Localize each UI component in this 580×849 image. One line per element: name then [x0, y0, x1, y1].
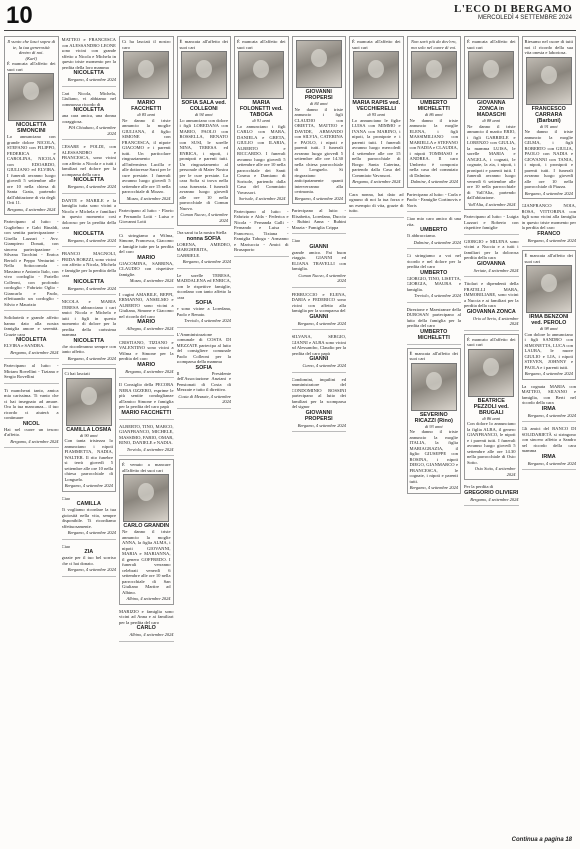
deceased-name: SOFIA SALA ved. COLLEONI [181, 100, 227, 112]
notice-intro: Ciao [61, 543, 71, 549]
notice-intro: Cari Nicola, Michela, Giuliano, vi abbiamo nel commosso ricordo di [61, 90, 116, 107]
death-notice [62, 197, 117, 248]
notice-intro: È mancata all'affetto dei suoi cari [7, 61, 56, 72]
death-notice [407, 348, 462, 494]
notice-place-date: Orio al Serio, 4 settembre 2024 [472, 315, 519, 326]
notice-intro: Il Consiglio della PECORA NERA OZZERO, esprime le più sentite condoglianze all'amico Simone e famiglia per la perdita del caro papà [119, 382, 174, 409]
deceased-name: GIOVANNI PROPERSI [304, 89, 333, 101]
death-notice [62, 543, 117, 577]
notice-intro: CRISTIANO, TIZIANO e VALENTINO sono vicini a Wilma e Simone per la perdita del caro [119, 339, 174, 361]
header-rule [4, 30, 576, 31]
notice-place-date: Bergamo, 4 settembre 2024 [67, 355, 116, 361]
notice-intro: Direzione e Maestranze della DUROSAN partecipano al lutto della famiglia per la perdita del caro [406, 306, 461, 328]
deceased-age: di 91 anni [252, 118, 271, 123]
death-notice [4, 314, 59, 359]
notice-intro: Solidarietà e grande affetto hanno dato alla nostra famiglia amore e serenità. Grazie cara [4, 315, 59, 337]
death-notice [464, 334, 519, 481]
notice-intro: Ci stringiamo a voi nel ricordo e nel dolore per la perdita del caro [406, 253, 461, 269]
portrait-photo [411, 363, 457, 411]
notice-place-date: Bergamo, 4 settembre 2024 [125, 368, 174, 374]
death-notice [62, 495, 117, 540]
deceased-name: CARLO [136, 625, 156, 631]
notice-place-date: PIA Chiuduno, 4 settembre 2024 [68, 125, 116, 136]
death-notice [464, 36, 519, 210]
death-notice [464, 280, 519, 331]
deceased-name: IRMA [541, 405, 556, 412]
deceased-name: GIOVANNA ZONCA in MADASCHI [476, 100, 506, 118]
death-notice [62, 143, 117, 194]
notice-intro: È venuto a mancare all'affetto dei suoi cari [122, 462, 171, 473]
notice-body: Ne danno il triste annuncio la moglie ANNA, la figlia ALMA, i nipoti GIOVANNI, MARIA e MARIANNA, il genero GOFFREDO. I funerali verranno celebrati venerdì 6 settembre alle ore 10 nella parrocchiale di San Giuliano Martire ad Albino. [122, 529, 171, 595]
death-notice [292, 333, 347, 373]
notice-body: GIACOMINA, SABRINA, CLAUDIO con rispettive famiglie. [119, 260, 174, 277]
notice-place-date: Bergamo, 4 settembre 2024 [352, 179, 401, 184]
column-9 [464, 36, 519, 831]
deceased-name: UMBERTO MICHELETTI [417, 100, 450, 112]
column-6 [292, 36, 347, 831]
notice-place-date: Mozzo, 4 settembre 2024 [129, 278, 174, 283]
column-8 [407, 36, 462, 831]
notice-place-date: Bergamo, 4 settembre 2024 [470, 496, 519, 502]
portrait-photo [526, 57, 572, 105]
death-notice [464, 213, 519, 235]
death-notice [119, 423, 174, 457]
deceased-name: FRANCO [537, 230, 561, 237]
portrait-photo [123, 474, 169, 522]
notice-place-date: Albino, 4 settembre 2024 [129, 632, 174, 637]
deceased-name: ZIA [84, 549, 94, 555]
notice-body: Ti abbracciamo. [406, 233, 437, 238]
death-notice [522, 202, 577, 247]
deceased-name: NICOLETTA [73, 337, 104, 344]
notice-intro: L'Amministrazione comunale di COSTA DI MEZZATE partecipa al lutto del consigliere comunale Paolo Colleoni per la scomparsa della mamma [176, 331, 231, 364]
deceased-name: SOFIA [195, 300, 212, 306]
notice-intro: SILVANA, SERGIO, GIANNI e ALBA sono vicini ad Alessandro, Claudio per la perdita del caro papà [291, 334, 346, 356]
death-notice [522, 425, 577, 470]
death-notice [119, 207, 174, 229]
deceased-age: di 90 anni [79, 432, 98, 438]
notice-intro: DANTE e MARILE e la famiglia tutta sono vicini a Nicola e Michela e familiari in questo momento così doloroso per la perdita della cara [61, 197, 116, 230]
notice-place-date: Bergamo, 4 settembre 2024 [527, 460, 576, 466]
death-notice [177, 272, 232, 328]
notice-body: che ricorderanno sempre con tanto affetto. [61, 343, 116, 354]
notice-place-date: Bergamo, 4 settembre 2024 [10, 349, 59, 355]
masthead [454, 3, 572, 21]
notice-place-date: Costa di Mezzate, 4 settembre 2024 [178, 393, 231, 404]
notice-body: Ne danno il triste annuncio la moglie ITALIA, la figlia MARIAGRAZIA, il figlio GIUSEPPE con ROSINA, i nipoti DIEGO, GIANMARCO e FRANCESCA, le cognate, i nipoti e parenti tutti. [409, 429, 458, 484]
death-notice [407, 252, 462, 303]
deceased-name: MARIA FOLONETTI ved. TABOGA [239, 100, 283, 118]
notice-signature: (Karl) [25, 55, 37, 61]
deceased-age: di 86 anni [482, 415, 501, 421]
portrait-photo [123, 51, 169, 99]
notice-body: Ne danno il triste annuncio la moglie GIULIANA, il figlio SIMONE con FRANCESCA, il nipote GIACOMO e i parenti tutti. Un particolare ringraziamento all'infermiera Lucilla e alle dottoresse Sarzi per le cure prestate. I funerali avranno luogo giovedì 5 settembre alle ore 15 nella parrocchiale di Mozzo. [122, 117, 171, 194]
notice-body: grande amico. Fai buon viaggio. GIANNI ed ELIANA TRAVELLI con famiglia. [291, 249, 346, 271]
notice-intro: È mancata all'affetto dei suoi cari [467, 39, 516, 50]
notice-place-date: Treviolo, 4 settembre 2024 [184, 318, 231, 323]
deceased-name: UMBERTO [420, 227, 448, 233]
notice-intro: ALBERTO, TINO, MARCO, GIANFRANCO, MICHELE, MASSIMO, FABIO, OMAR, RINO, DANIELE e NADIA. [119, 423, 174, 445]
deceased-age: di 85 anni [137, 112, 156, 117]
deceased-name: NICOLETTA [16, 337, 47, 343]
deceased-age: di 94 anni [194, 112, 213, 117]
portrait-photo [66, 378, 112, 426]
column-7 [349, 36, 404, 831]
deceased-name: MARIO [137, 319, 156, 325]
death-notice [4, 36, 59, 215]
deceased-name: NICOLETTA [73, 230, 104, 237]
notice-place-date: Bergamo, 4 settembre 2024 [524, 190, 573, 196]
notice-place-date: Bergamo, 4 settembre 2024 [10, 438, 59, 444]
notice-place-date: Albegno, 4 settembre 2024 [126, 326, 174, 331]
notice-place-date: Bergamo, 4 settembre 2024 [294, 195, 343, 201]
notice-place-date: Bergamo, 4 settembre 2024 [524, 371, 573, 376]
portrait-photo [8, 73, 54, 121]
portrait-photo [181, 51, 227, 99]
death-notice [234, 208, 289, 257]
notice-intro: Partecipano al lutto: - Fabrizio e Alda - Federica e Nicola - Fernanda Galli - Fernando e Luisa - Francesco, Tiziana - Famiglia Taboga - Armanno e Mariuccia - Amici di Brusaporto [234, 208, 289, 252]
notice-place-date: Bergamo, 4 settembre 2024 [182, 259, 231, 264]
death-notice [119, 232, 174, 288]
death-notice [62, 250, 117, 295]
notice-place-date: Treviolo, 4 settembre 2024 [126, 446, 174, 452]
issue-date: MERCOLEDÌ 4 SETTEMBRE 2024 [477, 15, 572, 21]
notice-place-date: Treviolo, 4 settembre 2024 [414, 293, 461, 298]
notice-intro: Ci ha lasciati il nostro caro [122, 39, 171, 50]
death-notice [62, 90, 117, 141]
notice-body: Lo annunciano con dolore i figli LOREDANA con MARIO, PAOLO con ROSSELLA, RENATO con SUSI, le sorelle NINA, TERESA ed ENRICA, i nipoti, i pronipoti e parenti tutti. Un ringraziamento al personale di Mater Nostra per le cure prestate. La cara Sofia si trova nella casa funeraria. I funerali avranno luogo giovedì alle ore 10 nella parrocchiale di Comun Nuovo. [179, 117, 228, 211]
death-notice [407, 191, 462, 213]
deceased-name: NICOLETTA [73, 278, 104, 285]
notice-place-date: Bergamo, 4 settembre 2024 [67, 237, 116, 243]
page-number: 10 [6, 2, 33, 29]
notice-place-date: Bergamo, 4 settembre 2024 [297, 422, 346, 428]
deceased-name: CARLO GRANDIN [123, 523, 170, 529]
newspaper-name: L'ECO DI BERGAMO [453, 3, 572, 15]
notice-intro: Ci hai lasciati [64, 371, 90, 376]
deceased-name: GREGORIO OLIVIERI [464, 489, 519, 496]
notice-intro: Ciao [291, 238, 301, 243]
death-notice [292, 207, 347, 234]
notice-intro: Titolari e dipendenti della FRATELLI MARA, IMMOBILIARE, sono vicini a Nuccia e ai familiari per la perdita della cara [464, 281, 519, 308]
notice-intro: FRANCO MAGNOLI, FRIDA BORZZI, sono vicini con affetto a Nicola, Michela e famiglie per la perdita della cara [61, 251, 116, 278]
deceased-age: di 91 anni [539, 123, 558, 129]
deceased-name: NICOL [22, 420, 40, 427]
notice-place-date: Seriate, 4 settembre 2024 [473, 267, 519, 273]
notice-body: Con dolore lo annunciano i figli SANDRO con SIMONETTA, LUCA con LAURA, le nuore GIULIO e LIA, i nipoti STEVEN, JOHNNY e PAOLA e i parenti tutti. [524, 331, 574, 370]
death-notice [4, 387, 59, 449]
notice-place-date: Bergamo, 4 settembre 2024 [64, 483, 113, 488]
notice-place-date: Bergamo, 4 settembre 2024 [67, 530, 116, 535]
notice-intro: CESARE e POLDI, con ALESSANDRO e FRANCESCA, sono vicini con affetto a Nicola e a tutti i familiari nel dolore per la scomparsa della cara [61, 144, 116, 177]
death-notice [292, 291, 347, 331]
notice-intro: FERRUCCIO e ELENA, DARIA e FEDERICO sono vicini con affetto alla famiglia per la scomparsa del [291, 291, 346, 313]
deceased-name: MARIO [137, 254, 156, 261]
deceased-name: GIANNI [309, 243, 329, 250]
deceased-name: UMBERTO MICHELETTI [417, 328, 450, 341]
notice-intro: È mancato all'affetto dei suoi cari [467, 336, 516, 347]
notice-intro: Partecipano al lutto: - Guglielmo e Gabi Rinaldi, con sentita partecipazione - Gisella Lazzari - Avv. Giampiero Donati, con sincera partecipazione - Silvana Tacchini - Enrica Bertoli e Peppo Venturini - Nella Sottocornola - Massimo e Antonio Italo, con vivo cordoglio - Fratello Colleoni, con profondo cordoglio - Fabrizio Oglio - Giancarlo e Paolo, effettuando un cordoglio - Silvio e Maurizio [4, 219, 59, 307]
notice-intro: Ciao mio caro amico di una vita. [406, 216, 461, 227]
notice-body: LORENA, AMEDEO, MARGHERITA, GABRIELE. [176, 241, 231, 258]
notice-intro: GIORGIO e MILENA sono vicini a Nuccia e a tutti i familiari per la dolorosa perdita della cara [464, 238, 519, 260]
deceased-age: di 95 anni [367, 112, 386, 117]
deceased-name: GIANNI [309, 356, 329, 362]
notice-intro: MATTEO e FRANCESCA con ALESSANDRO LEONE sono vicini con grande affetto a Nicola e Michela in questo triste momento per la perdita della loro mamma [61, 37, 116, 70]
deceased-name: BEATRICE PEZZOLI ved. BRUGALI [473, 397, 509, 416]
column-2 [62, 36, 117, 831]
deceased-name: FRANCESCO CARRARA (Barbuni) [531, 105, 566, 124]
death-notice [407, 36, 462, 188]
death-notice [119, 36, 174, 204]
death-notice [119, 459, 174, 605]
notice-body: grazie per il tuo bel sorriso che ci hai donato. [61, 555, 116, 566]
notice-body: Ne danno il triste annuncio il marito ERIO, i figli GABRIELE e LORENZO con GIULIA, la mamma LUISA, le sorelle MARIA e ANGELA, i cognati, le cognate, la zia, i nipoti, i pronipoti e parenti tutti. I funerali avranno luogo venerdì 6 settembre alle ore 10 nella parrocchiale di Vall'Alta, partendo dall'abitazione. [467, 123, 516, 200]
death-notice [407, 306, 462, 345]
death-notice [177, 331, 232, 409]
notice-intro: Condomini, inquilini ed amministratore del CONDOMINIO ROSSINI partecipano al lutto dei familiari per la scomparsa del signor [291, 376, 346, 409]
notice-intro: MARIZIO e famiglia sono vicini ad Anna e ai familiari per la perdita del caro [119, 608, 174, 625]
notice-intro: Partecipano al lutto: - Miriam Rovellini - Tiziana e Sergio Rovellini [4, 363, 59, 379]
notice-intro: Cara nonna, hai dato ad ognuno di noi la tua forza e un esempio di vita, grazie di tutto. [349, 191, 404, 213]
column-4 [177, 36, 232, 831]
deceased-age: di 84 anni [309, 101, 328, 106]
deceased-name: MARIO [137, 361, 156, 368]
notice-place-date: Bergamo, 4 settembre 2024 [409, 485, 458, 490]
death-notice [62, 368, 117, 492]
notice-body: Lo annunciano i figli CARLO con MARA, DANIELA e GRETA, GIULIO con ILARIA, ALBERTO e RICCARDO. I funerali avranno luogo giovedì 5 settembre alle ore 10 nella parrocchiale dei Santi Cosma e Damiano di Sorisole, partendo dalla Casa del Commiato Vavassori. [237, 123, 286, 195]
notice-place-date: Albino, 4 settembre 2024 [126, 596, 171, 601]
column-5 [234, 36, 289, 831]
notice-place-date: Bergamo, 4 settembre 2024 [527, 237, 576, 243]
death-notice [234, 36, 289, 205]
deceased-name: NICOLETTA [73, 70, 104, 76]
notice-body: ELVIRA e SANDRA. [4, 343, 45, 348]
death-notice [522, 250, 577, 380]
notice-body: Con dolore lo annunciano la figlia ALBA, il genero GIANFRANCO, le nipoti e i parenti tutti. I funerali avranno luogo giovedì 5 settembre alle ore 14.30 nella parrocchiale di Osio Sotto. [467, 421, 516, 465]
death-notice [292, 376, 347, 433]
deceased-name: NICOLETTA [73, 177, 104, 183]
deceased-name: CAMILLA LOSMA [66, 426, 112, 433]
notice-intro: I cugini AMABILE, BEPPI, ERMANNO, ANSELMO e ALBERTO sono vicini a Giuliana, Simone e Giacomo nel ricordo del caro [119, 291, 174, 319]
notice-body: Ti vogliamo ricordare la tua gioiosità nella vita, sempre disponibile. Ti ricordiamo affettuosamente. [61, 507, 116, 529]
notice-intro: Ti mancherai tanto, amica mia carissima. Ti vanto che ci hai insegnato ad amare. Ora la tua mancanza... il tuo ricordo ci aiuterà a continuare [4, 387, 59, 420]
deceased-name: SEVERINO RICAZZI (Rino) [414, 411, 453, 424]
portrait-photo [468, 51, 514, 99]
death-notice [177, 229, 232, 269]
notice-place-date: Dalmine, 4 settembre 2024 [413, 239, 461, 245]
notice-place-date: Bergamo, 4 settembre 2024 [67, 184, 116, 189]
death-notice [349, 36, 404, 188]
notice-place-date: Osio Sotto, 4 settembre 2024 [474, 466, 516, 477]
portrait-photo [526, 265, 572, 313]
notice-body: Ne danno il triste annuncio la moglie ELENA, i figli MASSIMILIANO con MARIELLA e STEFANO con NADIA e CLAUDIA, i nipoti TOMMASO e ANDREA. Il caro Umberto è composto nella casa del commiato di Dalmine. [409, 117, 458, 178]
death-notice [119, 608, 174, 642]
deceased-age: di 88 anni [482, 118, 501, 123]
death-notice [62, 36, 117, 87]
notice-intro: Le sorelle TERESA, MADDALENA ed ENRICA, con le rispettive famiglie, ricordano con tanto affetto la cara [176, 272, 231, 300]
notice-intro: Ora saraì tu la nostra Stella [176, 230, 227, 235]
death-notice [4, 362, 59, 384]
notice-body: Hai nel cuore un tesoro d'affetto. [4, 426, 59, 437]
notice-place-date: Dalmine, 4 settembre 2024 [410, 179, 458, 184]
deceased-name: NICOLETTA [73, 107, 104, 113]
notice-intro: Partecipano al lutto: - Elisabetta, Loredana, Duccio - Rubini Anna - Rubini Marzia - Famiglia Crippa [291, 208, 346, 230]
portrait-photo [411, 51, 457, 99]
deceased-name: GIOVANNI PROPERSI [304, 409, 333, 422]
notice-place-date: Bergamo, 4 settembre 2024 [527, 412, 576, 418]
death-notice [464, 483, 519, 506]
notice-intro: NICOLA e MARIA TERESA abbracciano i cari amici Nicola e Michela e tutti i figli in questo momento di dolore per la perdita della carissima mamma [61, 299, 116, 337]
death-notice [522, 383, 577, 423]
notice-place-date: Bergamo, 4 settembre 2024 [297, 320, 346, 326]
death-notice [292, 237, 347, 288]
notice-place-date: Bergamo, 4 settembre 2024 [67, 285, 116, 291]
notice-intro: È mancata all'affetto dei suoi cari [179, 39, 228, 50]
notice-body: Il Presidente dell'Associazione Anziani e Pensionati di Costa di Mezzate e tutto il direttivo. [176, 370, 231, 392]
death-notice [177, 36, 232, 226]
notice-place-date: Bergamo, 4 settembre 2024 [7, 206, 56, 212]
deceased-age: di 98 anni [539, 326, 558, 331]
notice-intro: Per la perdita di [464, 484, 494, 489]
deceased-name: MARIO FACCHETTI [131, 100, 162, 112]
notice-place-date: Comun Nuovo, 4 settembre 2024 [180, 212, 228, 223]
deceased-name: SOFIA [195, 364, 212, 371]
death-notice [4, 218, 59, 311]
notice-place-date: Mozzo, 4 settembre 2024 [126, 195, 171, 201]
notice-intro: Partecipano al lutto: - Luigia Lazzari e Roberto con rispettive famiglie [464, 214, 519, 230]
column-1 [4, 36, 59, 831]
notice-intro: È mancata all'affetto dei suoi cari [524, 253, 573, 264]
notice-intro: È mancata all'affetto dei suoi cari [237, 39, 286, 50]
obituary-columns [4, 36, 576, 831]
death-notice [62, 298, 117, 365]
deceased-age: di 93 anni [424, 423, 443, 429]
notice-place-date: Vall'Alta, 4 settembre 2024 [468, 201, 516, 207]
death-notice [522, 36, 577, 199]
notice-body: una cara amica, una donna coraggiosa. [61, 113, 116, 124]
deceased-name: MARIO FACCHETTI [121, 409, 172, 416]
notice-place-date: Comun Nuovo, 4 settembre 2024 [298, 272, 346, 283]
notice-intro: Partecipano al lutto: - Carla e Paolo - Famiglie Cortinovis e Noris [406, 191, 461, 208]
deceased-name: GIOVANNA ZONCA [466, 308, 516, 315]
portrait-photo [238, 51, 284, 99]
notice-body: Ne danno il triste annuncio i figli CLAUDIO con ORIETTA, MATTEO e DAVIDE, ARMANDO con SILVIA, CATERINA e PAOLO, i nipoti e parenti tutti. I funerali avranno luogo giovedì 5 settembre alle ore 14.30 nella chiesa parrocchiale di Longuelo. Si ringraziano anticipatamente quanti interverranno alla cerimonia. [294, 106, 343, 194]
portrait-photo [296, 40, 342, 88]
portrait-photo [468, 349, 514, 397]
notice-intro: È mancata all'affetto dei suoi cari [409, 350, 458, 361]
deceased-age: di 86 anni [424, 112, 443, 117]
deceased-name: IRMA [541, 453, 556, 460]
notice-intro: La cognata MARIA con MATTEO, SILVANO e famiglia, con Berti nel ricordo della cara [521, 383, 576, 405]
notice-intro: Ciao [61, 495, 71, 501]
death-notice [407, 215, 462, 249]
column-10 [522, 36, 577, 831]
portrait-photo [353, 51, 399, 99]
column-3 [119, 36, 174, 831]
death-notice [349, 191, 404, 218]
notice-quote: Il vuoto che lasci sopra di te, la tua generosità dentro di noi. [7, 39, 56, 55]
notice-body: Con tanta tristezza lo annunciano i nipoti FIAMMETTA, NADIA, WALTER. Il rito funebre si terrà giovedì 5 settembre alle ore 10 nella chiesa parrocchiale di Longuelo. [64, 438, 113, 482]
continued-note: Continua a pagina 18 [511, 837, 572, 843]
notice-place-date: Sorisole, 4 settembre 2024 [238, 196, 286, 201]
notice-intro: GIANFRANCO NOIA, ROSA, VITTORINA con figli sono vicini alla famiglia in questo triste momento per la perdita del caro [521, 203, 576, 230]
deceased-name: GIANNI [309, 313, 329, 320]
deceased-name: CAMILLA [76, 501, 101, 507]
notice-body: GIORGIO, TINO, LISETTA, GIORGIA, MAURA e famiglia. [406, 275, 461, 292]
death-notice [292, 36, 347, 204]
notice-intro: Gli amici del BANCO DI SOLIDARIETÀ si stringono con sincero affetto a Sandro nel ricordo della cara mamma [521, 426, 576, 453]
notice-body: e sono vicine a Loredana, Paolo e Renato. [176, 306, 231, 317]
notice-place-date: Bergamo, 4 settembre 2024 [67, 77, 116, 82]
death-notice [119, 381, 174, 420]
notice-place-date: Curno, 4 settembre 2024 [302, 363, 346, 368]
notice-body: Lo annunciano con grande dolore NICOLA, STEFANO con FILIPPO, FEDERICA e CAROLINA, NICOLA con EDOARDO, GIULIANO ed ELVIRA. I funerali avranno luogo giovedì 5 settembre alle ore 10 nella chiesa di Santa Grata, partendo dall'abitazione di via degli Orti 11. [7, 134, 56, 205]
deceased-name: GIOVANNA [476, 260, 506, 267]
deceased-name: nonna SOFIA [186, 235, 221, 242]
deceased-name: MARIA RAPIS ved. VECCHIERELLI [352, 100, 401, 112]
notice-intro: È mancata all'affetto dei suoi cari [352, 39, 401, 50]
notice-quote: Non sarò più da dov'ero, ma solo nel cuore di voi. [410, 39, 457, 50]
death-notice [119, 291, 174, 336]
deceased-name: NICOLETTA SIMONCINI [16, 122, 47, 134]
notice-place-date: Bergamo, 4 settembre 2024 [67, 567, 116, 572]
death-notice [119, 339, 174, 379]
notice-body: Lo annunciano le figlie LUISA con MIMMO e IVANA con MARINO, i nipoti, la pronipote e i parenti tutti. I funerali avranno luogo mercoledì 4 settembre alle ore 15 nella parrocchiale di Borgo Santa Caterina, partendo dalla Casa del Commiato Vavassori. [352, 117, 401, 178]
death-notice [464, 238, 519, 278]
notice-intro: Partecipano al lutto: - Flavio e Fernando Lotti - Luisa e Giovanni Lotti [119, 208, 174, 224]
deceased-name: UMBERTO [420, 269, 448, 276]
deceased-name: IRMA BENZONI ved. PEROLO [529, 314, 569, 326]
notice-intro: Ci stringiamo a Wilma, Simone, Francesca, Giacomo e famiglie tutte per la perdita del caro [119, 232, 174, 254]
notice-body: Ne danno il triste annuncio la moglie GILMA, i figli ROBERTO con GIULIA, PAOLO con NADIA e GIOVANNI con TANIA, i nipoti, i pronipoti e parenti tutti. I funerali avranno luogo giovedì alle ore 10 nella parrocchiale di Piazza. [524, 129, 573, 189]
notice-intro: Riesumo nel cuore di tutti noi il ricordo della sua vita onesta e laboriosa. [524, 39, 573, 55]
